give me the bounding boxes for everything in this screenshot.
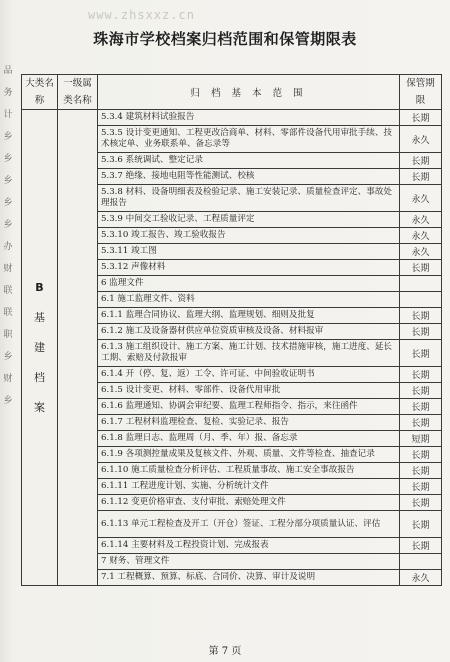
binding-edge-mark: 乡	[3, 198, 13, 208]
scope-cell: 5.3.9 中间交工验收记录、工程质量评定	[98, 212, 400, 228]
category-cell	[22, 110, 58, 586]
scope-cell: 6.1.13 单元工程检查及开工（开仓）签证、工程分部分项质量认证、评估	[98, 511, 400, 538]
binding-edge-mark: 乡	[3, 352, 13, 362]
retention-cell: 永久	[400, 228, 442, 244]
scope-cell: 6.1.1 监理合同协议、监理大纲、监理规划、细则及批复	[98, 308, 400, 324]
retention-cell: 长期	[400, 169, 442, 185]
binding-edge-mark: 务	[3, 88, 13, 98]
binding-edge-mark: 财	[3, 374, 13, 384]
retention-cell	[400, 276, 442, 292]
retention-cell: 永久	[400, 570, 442, 586]
scope-cell: 5.3.10 竣工报告、竣工验收报告	[98, 228, 400, 244]
retention-cell: 长期	[400, 495, 442, 511]
retention-cell: 长期	[400, 479, 442, 495]
binding-edge-mark: 乡	[3, 220, 13, 230]
category-name-char: 档	[34, 370, 45, 384]
retention-cell	[400, 554, 442, 570]
retention-cell: 长期	[400, 399, 442, 415]
page-title: 珠海市学校档案归档范围和保管期限表	[93, 30, 357, 48]
retention-cell: 长期	[400, 415, 442, 431]
retention-cell: 长期	[400, 447, 442, 463]
category-name-char: 基	[34, 310, 45, 324]
binding-edge-mark: 办	[3, 242, 13, 252]
scope-cell: 6.1 施工监理文件、资料	[98, 292, 400, 308]
scope-cell: 6.1.14 主要材料及工程投资计划、完成报表	[98, 538, 400, 554]
scope-cell: 6.1.7 工程材料监理检查、复检、实验记录、报告	[98, 415, 400, 431]
scope-cell: 5.3.6 系统调试、整定记录	[98, 153, 400, 169]
retention-cell: 长期	[400, 383, 442, 399]
scope-cell: 6.1.4 开（停、复、返）工令、许可证、中间验收证明书	[98, 367, 400, 383]
binding-edge-mark: 品	[3, 66, 13, 76]
scope-cell: 6.1.3 施工组织设计、施工方案、施工计划、技术措施审核，施工进度、延长工期、索赔及付款报审	[98, 340, 400, 367]
retention-table	[21, 74, 442, 586]
retention-cell: 长期	[400, 538, 442, 554]
scope-cell: 6 监理文件	[98, 276, 400, 292]
category-code: B	[35, 280, 44, 294]
page-number: 第 7 页	[208, 646, 242, 657]
retention-cell	[400, 292, 442, 308]
retention-cell: 长期	[400, 463, 442, 479]
binding-edge-mark: 乡	[3, 154, 13, 164]
binding-edge-mark: 财	[3, 264, 13, 274]
binding-edge-mark: 乡	[3, 396, 13, 406]
binding-edge-mark: 职	[3, 330, 13, 340]
scope-cell: 5.3.8 材料、设备明细表及检验记录、施工安装记录、质量检查评定、事故处理报告	[98, 185, 400, 212]
scope-cell: 5.3.7 绝缘、接地电阻等性能测试、校核	[98, 169, 400, 185]
retention-cell: 永久	[400, 244, 442, 260]
scope-cell: 7 财务、管理文件	[98, 554, 400, 570]
watermark: www.zhsxxz.cn	[88, 8, 195, 22]
header-sub-category: 一级属类名称	[58, 75, 98, 110]
binding-edge-mark: 联	[3, 286, 13, 296]
retention-cell: 短期	[400, 431, 442, 447]
retention-cell: 永久	[400, 212, 442, 228]
retention-cell: 永久	[400, 126, 442, 153]
scope-cell: 6.1.5 设计变更、材料、零部件、设备代用审批	[98, 383, 400, 399]
header-retention: 保管期限	[400, 75, 442, 110]
scope-cell: 7.1 工程概算、预算、标底、合同价、决算、审计及说明	[98, 570, 400, 586]
scope-cell: 6.1.6 监理通知、协调会审纪要、监理工程师指令、指示，来往函件	[98, 399, 400, 415]
retention-cell: 长期	[400, 153, 442, 169]
retention-cell: 长期	[400, 367, 442, 383]
scope-cell: 6.1.2 施工及设备器材供应单位资质审核及设备、材料报审	[98, 324, 400, 340]
binding-edge-mark: 乡	[3, 132, 13, 142]
scope-cell: 6.1.9 各项测控量成果及复核文件、外观、质量、文件等检查、抽查记录	[98, 447, 400, 463]
binding-edge-marks	[0, 60, 16, 660]
binding-edge-mark: 联	[3, 308, 13, 318]
binding-edge-mark: 计	[3, 110, 13, 120]
category-name-char: 案	[34, 400, 45, 414]
retention-cell: 长期	[400, 308, 442, 324]
retention-cell: 长期	[400, 511, 442, 538]
header-scope: 归 档 基 本 范 围	[98, 75, 400, 110]
retention-cell: 长期	[400, 110, 442, 126]
scope-cell: 6.1.10 施工质量检查分析评估、工程质量事故、施工安全事故报告	[98, 463, 400, 479]
retention-cell: 长期	[400, 260, 442, 276]
table-row	[22, 110, 442, 126]
sub-category-cell	[58, 110, 98, 586]
retention-cell: 长期	[400, 340, 442, 367]
category-name-char: 建	[34, 340, 45, 354]
scope-cell: 5.3.11 竣工图	[98, 244, 400, 260]
scope-cell: 5.3.12 声像材料	[98, 260, 400, 276]
scope-cell: 6.1.12 变更价格审查、支付审批、索赔处理文件	[98, 495, 400, 511]
scope-cell: 5.3.5 设计变更通知、工程更改洽商单、材料、零部件设备代用审批手续、技术核定单、业务联系单、备忘录等	[98, 126, 400, 153]
scope-cell: 6.1.8 监理日志、监理周（月、季、年）报、备忘录	[98, 431, 400, 447]
retention-cell: 长期	[400, 324, 442, 340]
binding-edge-mark: 乡	[3, 176, 13, 186]
scope-cell: 6.1.11 工程进度计划、实施、分析统计文件	[98, 479, 400, 495]
scope-cell: 5.3.4 建筑材料试验报告	[98, 110, 400, 126]
retention-cell: 永久	[400, 185, 442, 212]
header-category: 大类名称	[22, 75, 58, 110]
